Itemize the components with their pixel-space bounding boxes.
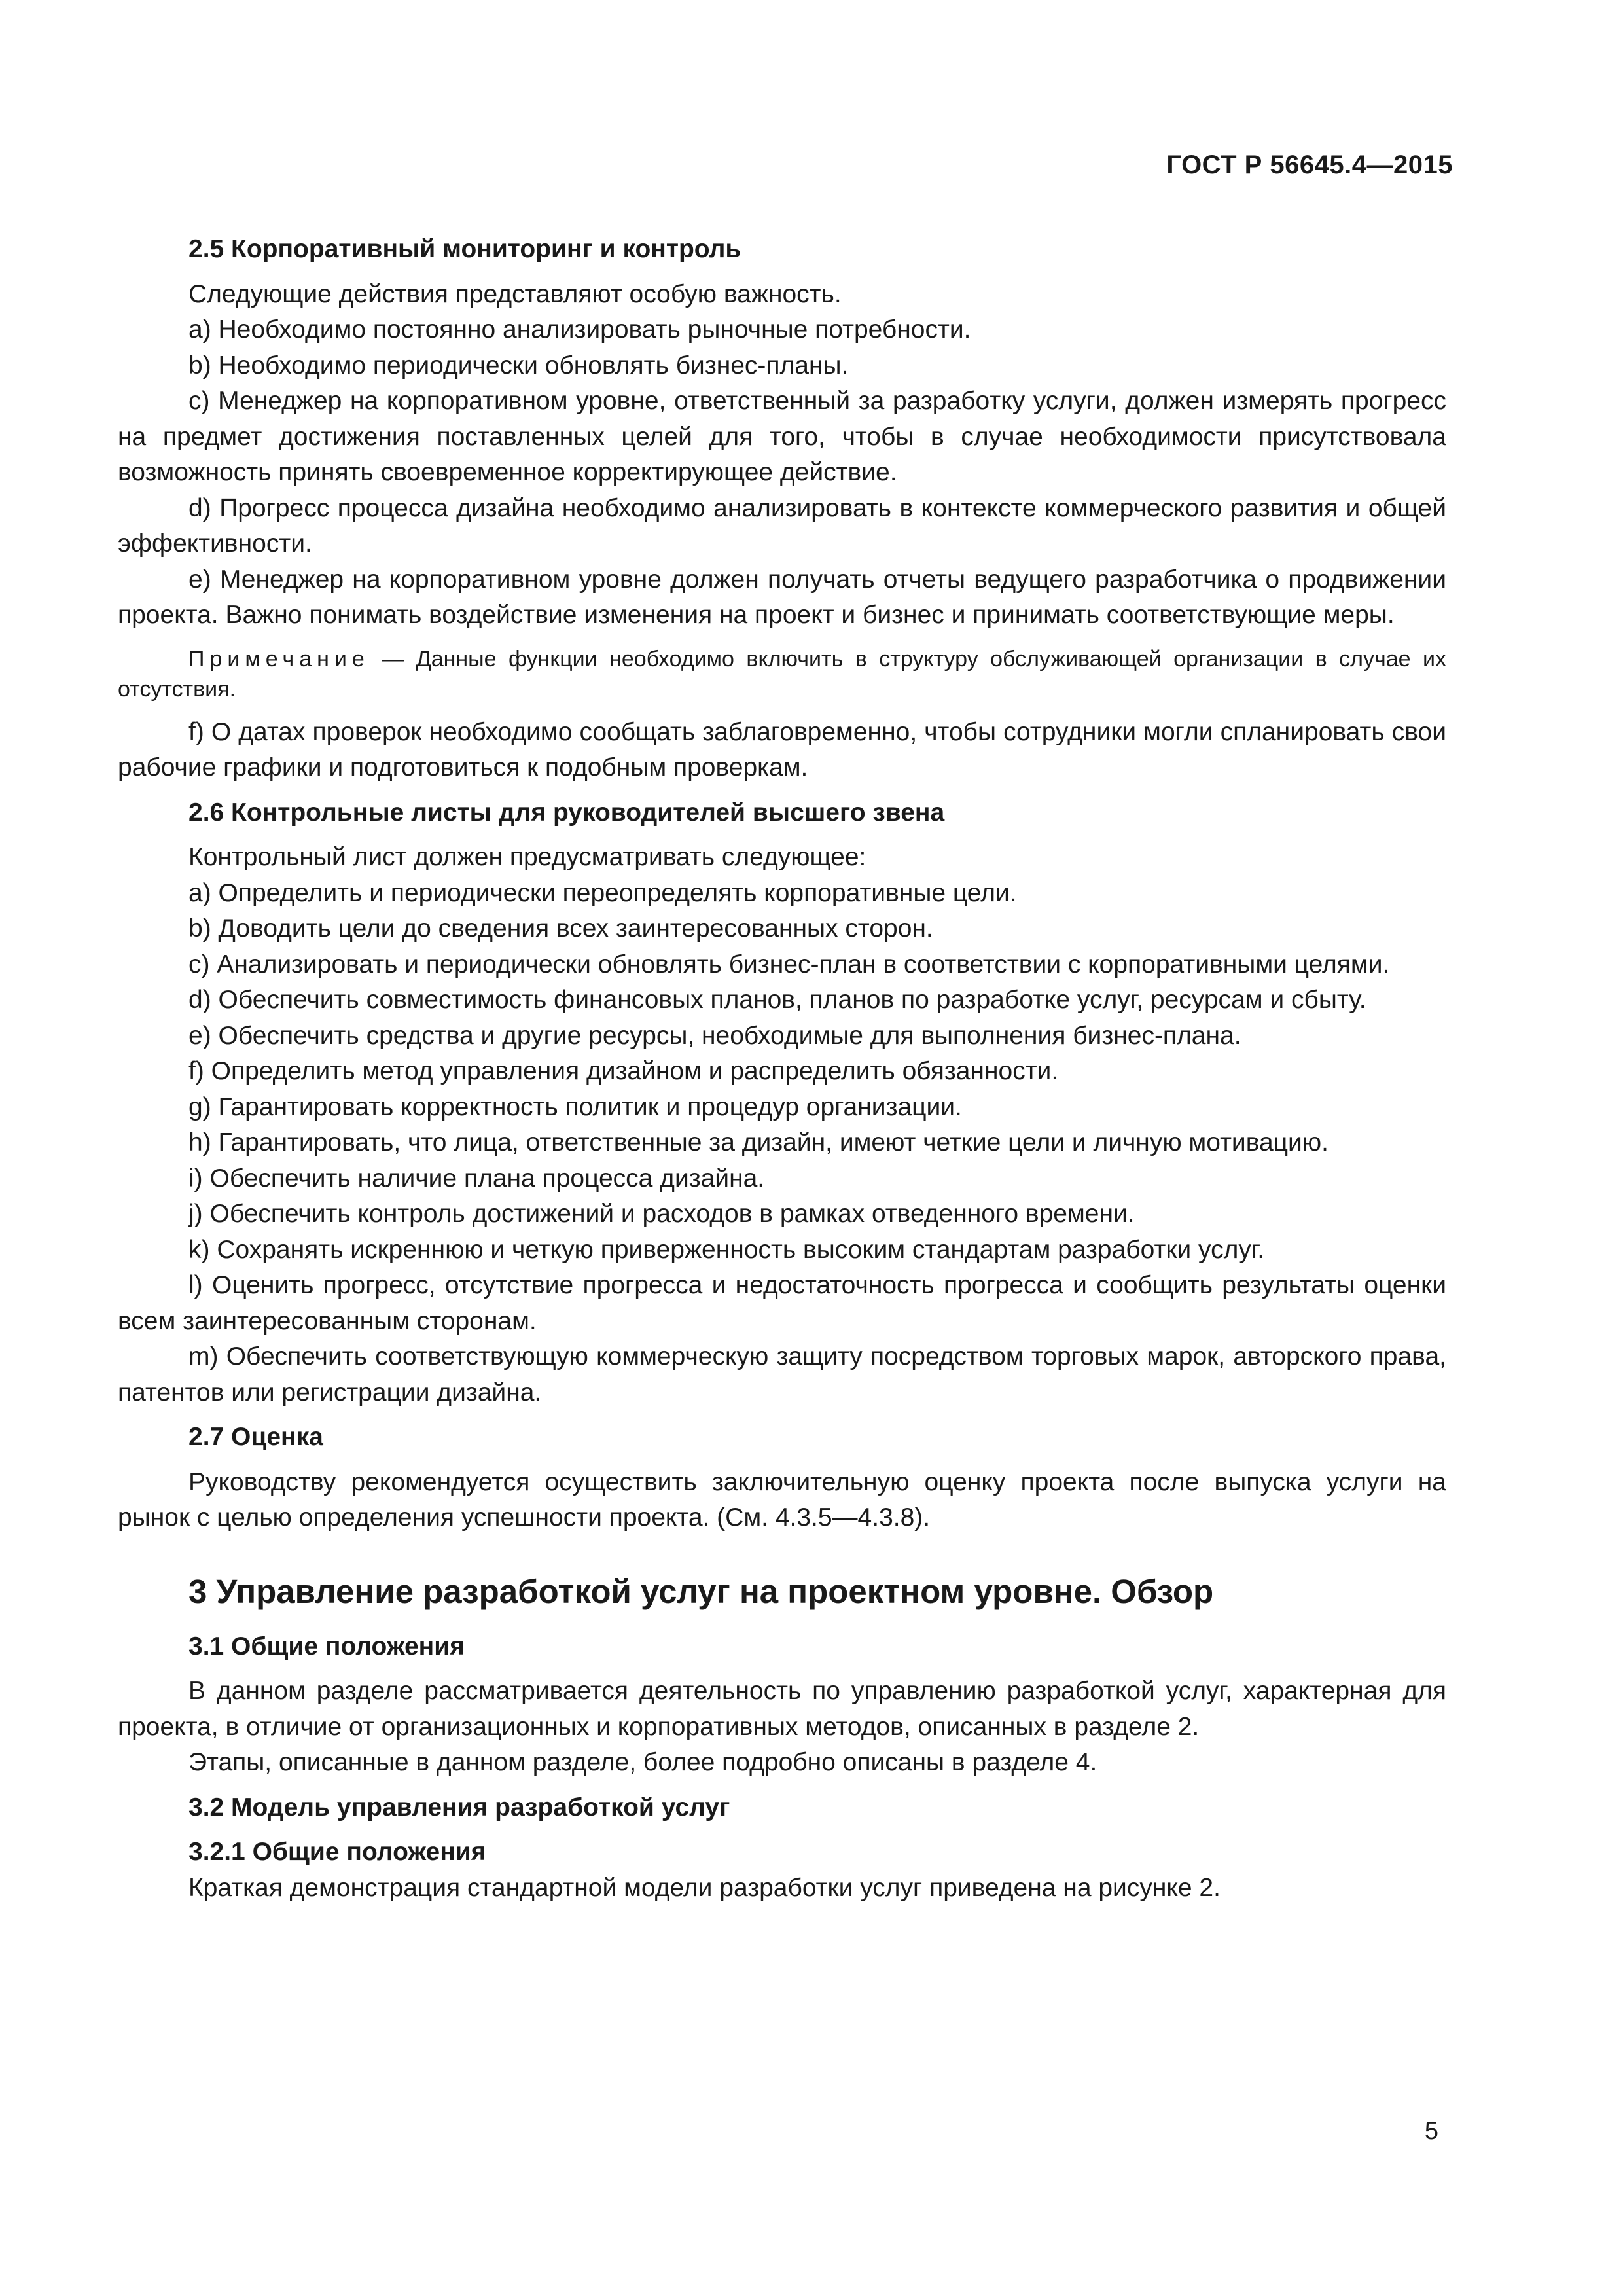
section-2-7-text: Руководству рекомендуется осуществить заключительную оценку проекта после выпуска услуги на рынок с целью определения успешности проекта. (См. 4.3.5—4.3.8).: [118, 1467, 1446, 1532]
section-3-2-1-text: Краткая демонстрация стандартной модели разработки услуг приведена на рисунке 2.: [188, 1873, 1221, 1902]
list-item: b) Доводить цели до сведения всех заинтересованных сторон.: [188, 914, 933, 942]
section-3-2-1-heading: 3.2.1 Общие положения: [188, 1838, 486, 1866]
section-3-heading: 3 Управление разработкой услуг на проектном уровне. Обзор: [188, 1572, 1214, 1610]
section-2-6-heading: 2.6 Контрольные листы для руководителей высшего звена: [188, 798, 945, 827]
list-item: d) Прогресс процесса дизайна необходимо анализировать в контексте коммерческого развития и общей эффективности.: [118, 493, 1446, 558]
list-item: f) О датах проверок необходимо сообщать заблаговременно, чтобы сотрудники могли спланировать свои рабочие графики и подготовиться к подобным проверкам.: [118, 717, 1446, 781]
section-3-1-paragraph: В данном разделе рассматривается деятельность по управлению разработкой услуг, характерная для проекта, в отличие от организационных и корпоративных методов, описанных в разделе 2.: [118, 1677, 1446, 1741]
list-item: k) Сохранять искреннюю и четкую приверженность высоким стандартам разработки услуг.: [188, 1235, 1265, 1264]
list-item: h) Гарантировать, что лица, ответственные за дизайн, имеют четкие цели и личную мотивацию.: [188, 1128, 1329, 1157]
document-code-header: ГОСТ Р 56645.4—2015: [1166, 151, 1453, 179]
section-2-5-heading: 2.5 Корпоративный мониторинг и контроль: [188, 235, 741, 263]
list-item: c) Анализировать и периодически обновлять бизнес-план в соответствии с корпоративными целями.: [188, 950, 1390, 978]
section-3-2-heading: 3.2 Модель управления разработкой услуг: [188, 1793, 730, 1821]
page-number: 5: [1424, 2117, 1438, 2145]
list-item: e) Менеджер на корпоративном уровне должен получать отчеты ведущего разработчика о продвижении проекта. Важно понимать воздействие изменения на проект и бизнес и принимать соответствующие меры.: [118, 565, 1446, 629]
section-2-7-heading: 2.7 Оценка: [188, 1423, 323, 1451]
section-3-1-paragraph: Этапы, описанные в данном разделе, более подробно описаны в разделе 4.: [188, 1748, 1097, 1776]
list-item: c) Менеджер на корпоративном уровне, ответственный за разработку услуги, должен измерять прогресс на предмет достижения поставленных целей для того, чтобы в случае необходимости присутствовала возможность принять своевременное корректирующее действие.: [118, 387, 1446, 486]
note-text: — Данные функции необходимо включить в структуру обслуживающей организации в случае их отсутствия.: [118, 646, 1446, 702]
section-2-5-intro: Следующие действия представляют особую важность.: [188, 279, 842, 308]
section-3-1-heading: 3.1 Общие положения: [188, 1632, 465, 1660]
list-item: b) Необходимо периодически обновлять бизнес-планы.: [188, 351, 849, 380]
note-label: Примечание: [188, 646, 370, 672]
list-item: d) Обеспечить совместимость финансовых планов, планов по разработке услуг, ресурсам и сбыту.: [188, 986, 1366, 1014]
section-2-6-intro: Контрольный лист должен предусматривать следующее:: [188, 843, 866, 871]
list-item: a) Определить и периодически переопределять корпоративные цели.: [188, 878, 1017, 907]
list-item: m) Обеспечить соответствующую коммерческую защиту посредством торговых марок, авторского права, патентов или регистрации дизайна.: [118, 1342, 1446, 1407]
list-item: l) Оценить прогресс, отсутствие прогресса и недостаточность прогресса и сообщить результаты оценки всем заинтересованным сторонам.: [118, 1271, 1446, 1335]
page-content: [118, 223, 1446, 1906]
list-item: a) Необходимо постоянно анализировать рыночные потребности.: [188, 315, 971, 344]
list-item: i) Обеспечить наличие плана процесса дизайна.: [188, 1164, 765, 1193]
note: [118, 644, 1446, 704]
list-item: f) Определить метод управления дизайном и распределить обязанности.: [188, 1057, 1059, 1085]
list-item: e) Обеспечить средства и другие ресурсы, необходимые для выполнения бизнес-плана.: [188, 1021, 1241, 1050]
list-item: j) Обеспечить контроль достижений и расходов в рамках отведенного времени.: [188, 1200, 1135, 1228]
list-item: g) Гарантировать корректность политик и процедур организации.: [188, 1092, 962, 1121]
